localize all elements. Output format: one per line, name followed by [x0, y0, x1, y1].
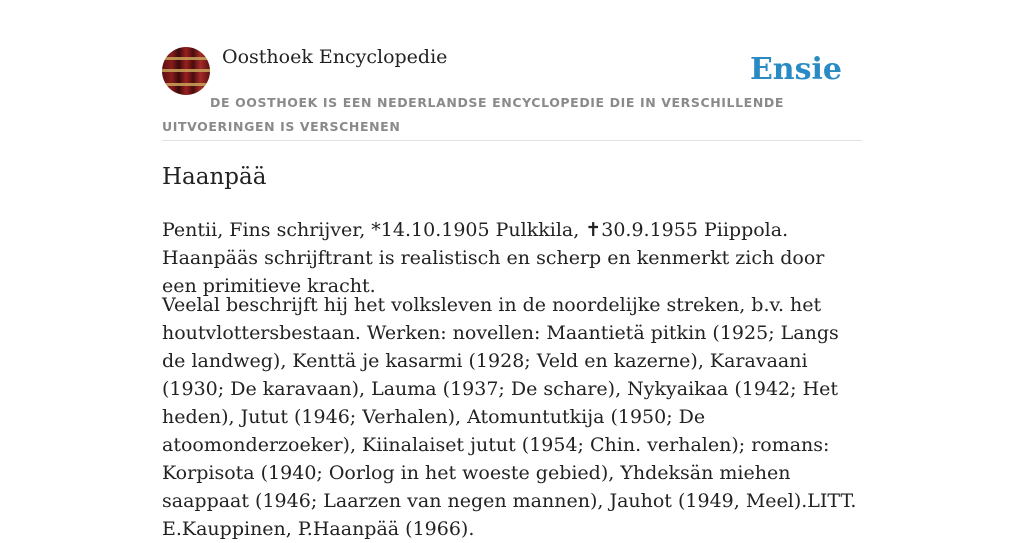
article-paragraph-1: Pentii, Fins schrijver, *14.10.1905 Pulkkila, ✝30.9.1955 Piippola. Haanpääs schrijftrant is realistisch en scherp en kenmerkt zich door een primitieve kracht.	[162, 219, 825, 297]
site-tagline: DE OOSTHOEK IS EEN NEDERLANDSE ENCYCLOPEDIE DIE IN VERSCHILLENDE UITVOERINGEN IS VERSCHENEN	[162, 95, 784, 134]
page-container	[162, 0, 862, 540]
ensie-logo-link[interactable]: Ensie	[749, 52, 842, 87]
article-paragraph-2: Veelal beschrijft hij het volksleven in de noordelijke streken, b.v. het houtvlottersbestaan. Werken: novellen: Maantietä pitkin (1925; Langs de landweg), Kenttä je kasarmi (1928; Veld en kazerne), Karavaani (1930; De karavaan), Lauma (1937; De schare), Nykyaikaa (1942; Het heden), Jutut (1946; Verhalen), Atomuntutkija (1950; De atoomonderzoeker), Kiinalaiset jutut (1954; Chin. verhalen); romans: Korpisota (1940; Oorlog in het woeste gebied), Yhdeksän miehen saappaat (1946; Laarzen van negen mannen), Jauhot (1949, Meel).LITT. E.Kauppinen, P.Haanpää (1966).	[162, 294, 857, 540]
article-title: Haanpää	[162, 164, 267, 190]
site-header	[162, 0, 862, 141]
site-name-link[interactable]: Oosthoek Encyclopedie	[222, 46, 448, 68]
encyclopedia-books-icon[interactable]	[162, 47, 210, 95]
